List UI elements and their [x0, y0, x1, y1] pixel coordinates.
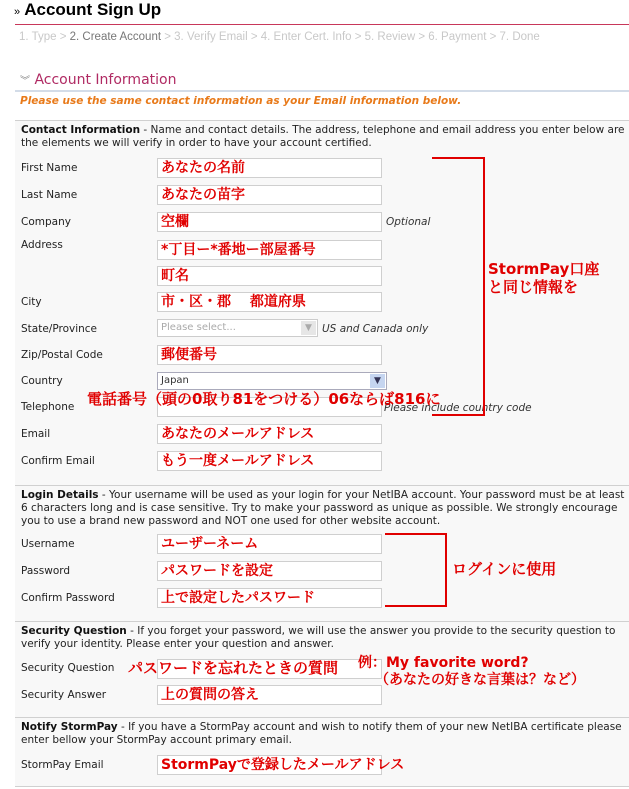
first-name-label: First Name [21, 162, 78, 174]
telephone-annotation: 電話番号（頭の0取り81をつける）06ならば816に [87, 390, 441, 408]
step-4: 4. Enter Cert. Info [260, 31, 352, 43]
step-separator: > [247, 31, 261, 43]
notify-section: Notify StormPay - If you have a StormPay account and wish to notify them of your new NetIBA certificate please enter bellow your StormPay account primary email. [15, 717, 629, 787]
first-name-input[interactable]: あなたの名前 [157, 158, 382, 178]
step-6: 6. Payment [428, 31, 487, 43]
confirm-email-label: Confirm Email [21, 455, 95, 467]
confirm-password-input[interactable]: 上で設定したパスワード [157, 588, 382, 608]
password-input[interactable]: パスワードを設定 [157, 561, 382, 581]
step-separator: > [351, 31, 365, 43]
security-question-label: Security Question [21, 662, 115, 674]
state-select[interactable]: Please select... ▼ [157, 319, 318, 337]
chevron-down-icon: ▼ [301, 321, 316, 335]
login-annotation: ログインに使用 [452, 560, 557, 578]
section-heading: ︾ Account Information [20, 72, 177, 88]
city-input[interactable]: 市・区・郡 都道府県 [157, 292, 382, 312]
security-question-value: パスワードを忘れたときの質問 [128, 659, 339, 677]
confirm-email-input[interactable]: もう一度メールアドレス [157, 451, 382, 471]
step-separator: > [161, 31, 175, 43]
login-section: Login Details - Your username will be used as your login for your NetIBA account. Your password must be at least 6 characters long and is case sensitive. Try to make your password as unique as possible. We strongly encourage you to use a brand new password and NOT one used for other website account. [15, 485, 629, 621]
address-line2-input[interactable]: 町名 [157, 266, 382, 286]
last-name-input[interactable]: あなたの苗字 [157, 185, 382, 205]
step-7: 7. Done [499, 31, 540, 43]
annotation-bracket [432, 157, 485, 416]
email-input[interactable]: あなたのメールアドレス [157, 424, 382, 444]
title-divider [15, 24, 629, 25]
step-2: 2. Create Account [69, 31, 162, 43]
contact-annotation: StormPay口座と同じ情報を [488, 260, 600, 296]
section-title: Login Details [21, 489, 99, 501]
company-hint: Optional [386, 216, 431, 228]
username-label: Username [21, 538, 75, 550]
username-input[interactable]: ユーザーネーム [157, 534, 382, 554]
step-1: 1. Type [19, 31, 57, 43]
security-answer-input[interactable]: 上の質問の答え [157, 685, 382, 705]
security-annotation-2: （あなたの好きな言葉は？など） [375, 672, 585, 688]
last-name-label: Last Name [21, 189, 78, 201]
zip-label: Zip/Postal Code [21, 349, 103, 361]
page-title: » Account Sign Up [14, 0, 162, 19]
state-hint: US and Canada only [322, 323, 429, 335]
address-label: Address [21, 239, 63, 251]
state-label: State/Province [21, 323, 98, 335]
security-answer-label: Security Answer [21, 689, 107, 701]
step-separator: > [415, 31, 429, 43]
country-label: Country [21, 375, 63, 387]
progress-steps [19, 31, 540, 43]
step-3: 3. Verify Email [174, 31, 248, 43]
zip-input[interactable]: 郵便番号 [157, 345, 382, 365]
telephone-label: Telephone [21, 401, 75, 413]
security-section: Security Question - If you forget your password, we will use the answer you provide to the security question to verify your identity. Please enter your question and answer. [15, 621, 629, 717]
step-separator: > [56, 31, 70, 43]
step-separator: > [486, 31, 500, 43]
confirm-password-label: Confirm Password [21, 592, 115, 604]
step-5: 5. Review [364, 31, 416, 43]
annotation-bracket [385, 533, 447, 607]
contact-section: Contact Information - Name and contact details. The address, telephone and email address you enter below are the elements we will verify in order to have your account certified. [15, 120, 629, 485]
security-annotation: 例：My favorite word? [358, 655, 529, 671]
stormpay-email-label: StormPay Email [21, 759, 104, 771]
address-line1-input[interactable]: *丁目ー*番地ー部屋番号 [157, 240, 382, 260]
heading-divider [15, 90, 629, 92]
company-label: Company [21, 216, 71, 228]
section-title: Notify StormPay [21, 721, 118, 733]
city-label: City [21, 296, 42, 308]
stormpay-email-input[interactable]: StormPayで登録したメールアドレス [157, 755, 382, 775]
instruction-note: Please use the same contact information as your Email information below. [20, 95, 462, 107]
company-input[interactable]: 空欄 [157, 212, 382, 232]
email-label: Email [21, 428, 51, 440]
telephone-hint: Please include country code [384, 402, 532, 414]
password-label: Password [21, 565, 71, 577]
section-title: Contact Information [21, 124, 141, 136]
country-select[interactable]: Japan ▼ [157, 372, 387, 390]
chevron-down-icon: ▼ [370, 374, 385, 388]
double-chevron-down-icon: ︾ [20, 76, 30, 87]
section-title: Security Question [21, 625, 127, 637]
double-chevron-right-icon: » [14, 6, 21, 18]
